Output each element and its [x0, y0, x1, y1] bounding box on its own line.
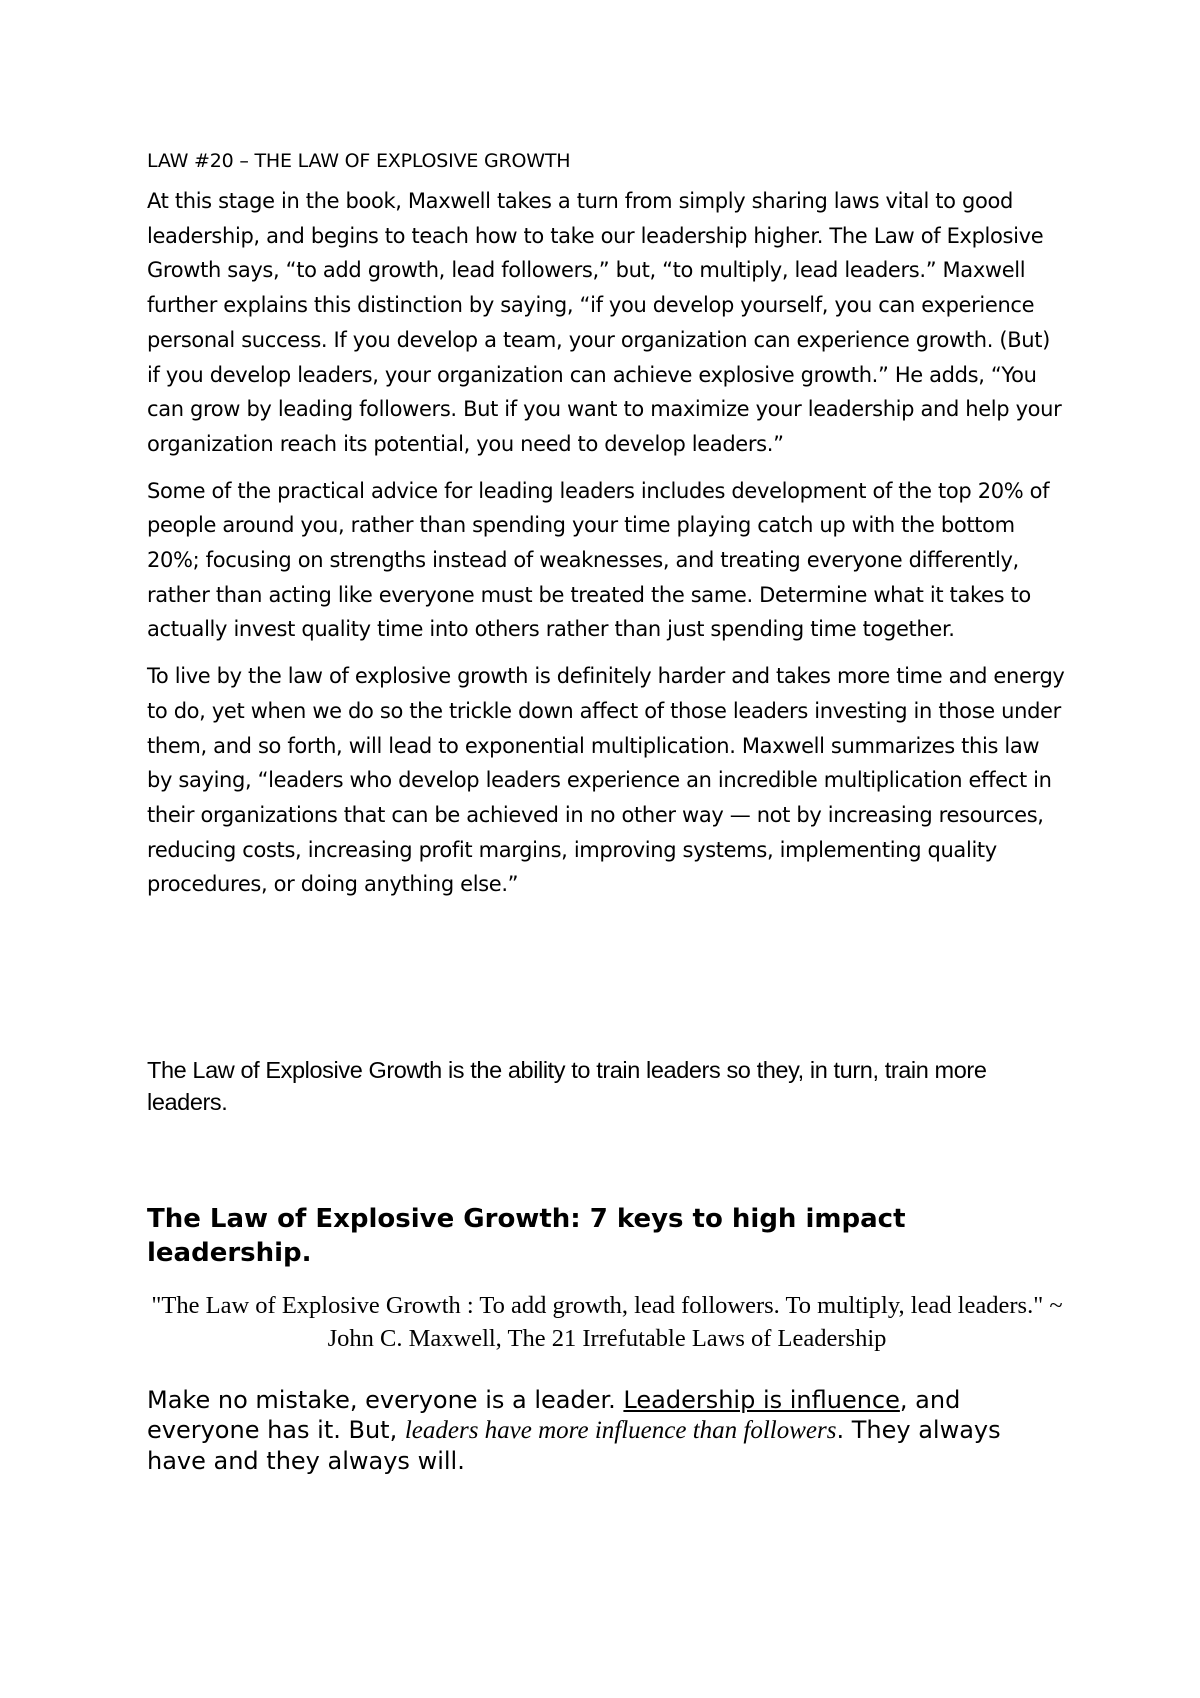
paragraph-living-the-law: To live by the law of explosive growth is definitely harder and takes more time and energy to do, yet when we do so the trickle down affect of those leaders investing in those under them, and so forth, will lead to exponential multiplication. Maxwell summarizes this law by saying, “leaders who develop leaders experience an incredible multiplication effect in their organizations that can be achieved in no other way — not by increasing resources, reducing costs, increasing profit margins, improving systems, implementing quality procedures, or doing anything else.” — [147, 664, 1065, 897]
closing-emphasis: leaders have more influence than followers — [404, 1417, 837, 1444]
maxwell-quote: "The Law of Explosive Growth : To add growth, lead followers. To multiply, lead leaders." ~ John C. Maxwell, The 21 Irrefutable Laws of Leadership — [151, 1292, 1063, 1352]
section-heading: The Law of Explosive Growth: 7 keys to high impact leadership. — [147, 1204, 906, 1268]
closing-text-part-1: Make no mistake, everyone is a leader. — [147, 1386, 624, 1414]
paragraph-intro: At this stage in the book, Maxwell takes a turn from simply sharing laws vital to good leadership, and begins to teach how to take our leadership higher. The Law of Explosive Growth says, “to add growth, lead followers,” but, “to multiply, lead leaders.” Maxwell further explains this distinction by saying, “if you develop yourself, you can experience personal success. If you develop a team, your organization can experience growth. (But) if you develop leaders, your organization can achieve explosive growth.” He adds, “You can grow by leading followers. But if you want to maximize your leadership and help your organization reach its potential, you need to develop leaders.” — [147, 189, 1062, 456]
closing-text-part-3: . They always have and they always will. — [147, 1416, 1001, 1475]
leadership-influence-link[interactable]: Leadership is influence — [623, 1386, 900, 1414]
law-summary: The Law of Explosive Growth is the ability to train leaders so they, in turn, train more leaders. — [147, 1057, 987, 1115]
document-body — [147, 148, 1067, 914]
closing-paragraph — [147, 1385, 1067, 1476]
paragraph-practical-advice: Some of the practical advice for leading leaders includes development of the top 20% of people around you, rather than spending your time playing catch up with the bottom 20%; focusing on strengths instead of weaknesses, and treating everyone differently, rather than acting like everyone must be treated the same. Determine what it takes to actually invest quality time into others rather than just spending time together. — [147, 478, 1050, 642]
law-heading: LAW #20 – THE LAW OF EXPLOSIVE GROWTH — [147, 150, 571, 172]
closing-text-part-2: , and everyone has it. But, — [147, 1386, 961, 1444]
